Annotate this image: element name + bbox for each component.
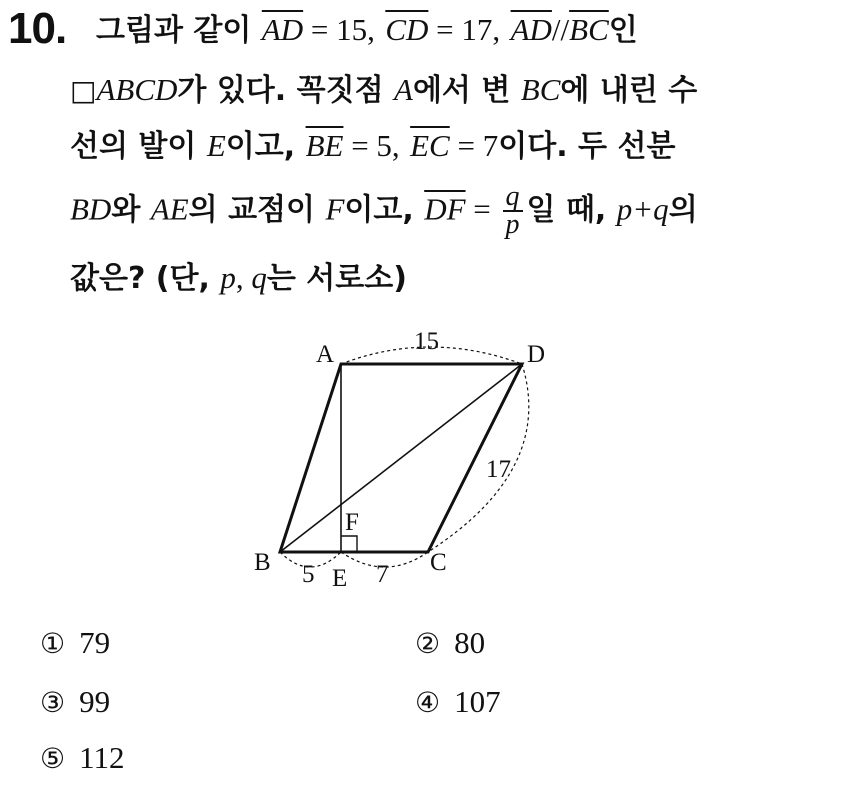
point-f-ref: F: [325, 191, 345, 227]
label-c: C: [430, 549, 447, 576]
side-bc-ref: BC: [520, 72, 561, 107]
question-line-2: [70, 68, 697, 113]
fraction-denominator: p: [505, 209, 520, 240]
right-angle-mark: [341, 536, 357, 552]
length-label-be: 5: [302, 561, 315, 588]
question-text: 가 있다. 꼭짓점: [177, 73, 395, 108]
label-d: D: [527, 341, 546, 368]
question-text: 일 때,: [526, 192, 617, 228]
question-text: 이고,: [344, 192, 425, 228]
comma: ,: [235, 260, 252, 295]
question-line-1: [96, 8, 638, 53]
question-text: 와: [111, 192, 151, 228]
length-label-ad: 15: [414, 328, 439, 355]
segment-df: $\overline{DF}$: [424, 191, 466, 227]
var-p: p: [220, 260, 236, 295]
segment-ad-2: $\overline{AD}$: [510, 12, 552, 47]
label-e: E: [332, 565, 348, 592]
question-text: 의: [668, 192, 698, 228]
choice-2[interactable]: [415, 625, 485, 661]
choice-value: 80: [454, 625, 486, 660]
segment-ec: $\overline{EC}$: [410, 128, 450, 163]
question-number: 10.: [8, 4, 67, 53]
question-line-3: [70, 124, 675, 169]
square-symbol: □: [70, 74, 97, 107]
question-text: 값은? (단,: [70, 261, 221, 296]
question-text: 는 서로소): [266, 261, 407, 296]
label-b: B: [254, 549, 271, 576]
segment-bc: $\overline{BC}$: [569, 12, 609, 47]
choice-value: 107: [454, 684, 501, 719]
question-text: 인: [608, 13, 638, 48]
segment-bd-ref: BD: [70, 191, 112, 227]
eq-cd: = 17,: [428, 12, 501, 47]
quad-abcd: ABCD: [96, 72, 178, 107]
segment-cd: $\overline{CD}$: [385, 12, 429, 47]
choice-3[interactable]: [40, 684, 110, 720]
point-e-ref: E: [206, 128, 226, 163]
choice-value: 99: [79, 684, 111, 719]
choice-1[interactable]: [40, 625, 110, 661]
fraction-q-over-p: [503, 181, 523, 240]
choice-mark: ④: [415, 686, 441, 719]
choice-5[interactable]: [40, 740, 124, 776]
question-line-4: [70, 181, 698, 240]
question-text: 에서 변: [412, 73, 521, 108]
eq-ec: = 7: [449, 128, 499, 163]
question-text: 이다. 두 선분: [498, 129, 676, 164]
eq-ad: = 15,: [303, 12, 375, 47]
choice-mark: ③: [40, 686, 66, 719]
question-text: 그림과 같이: [96, 13, 262, 48]
question-text: 이고,: [225, 129, 306, 164]
choice-4[interactable]: [415, 684, 501, 720]
parallel-symbol: //: [551, 12, 570, 47]
parallelogram-figure: [240, 322, 570, 592]
eq-df: =: [465, 191, 499, 227]
segment-ae-ref: AE: [150, 191, 189, 227]
eq-be: = 5,: [343, 128, 400, 163]
expr-p-plus-q: p+q: [616, 191, 669, 227]
choice-value: 112: [79, 740, 125, 775]
length-label-cd: 17: [486, 456, 511, 483]
segment-ad: $\overline{AD}$: [261, 12, 304, 47]
question-text: 선의 발이: [70, 129, 207, 164]
question-text: 에 내린 수: [560, 73, 698, 108]
point-a-ref: A: [394, 72, 413, 107]
label-a: A: [316, 341, 335, 368]
fraction-numerator: q: [503, 184, 523, 212]
question-line-5: [70, 256, 407, 301]
choice-mark: ①: [40, 627, 66, 660]
choice-value: 79: [79, 625, 111, 660]
choice-mark: ②: [415, 627, 441, 660]
question-text: 의 교점이: [188, 192, 326, 228]
choice-mark: ⑤: [40, 742, 66, 775]
segment-be: $\overline{BE}$: [305, 128, 344, 163]
var-q: q: [251, 260, 267, 295]
label-f: F: [345, 509, 359, 536]
length-label-ec: 7: [376, 561, 389, 588]
